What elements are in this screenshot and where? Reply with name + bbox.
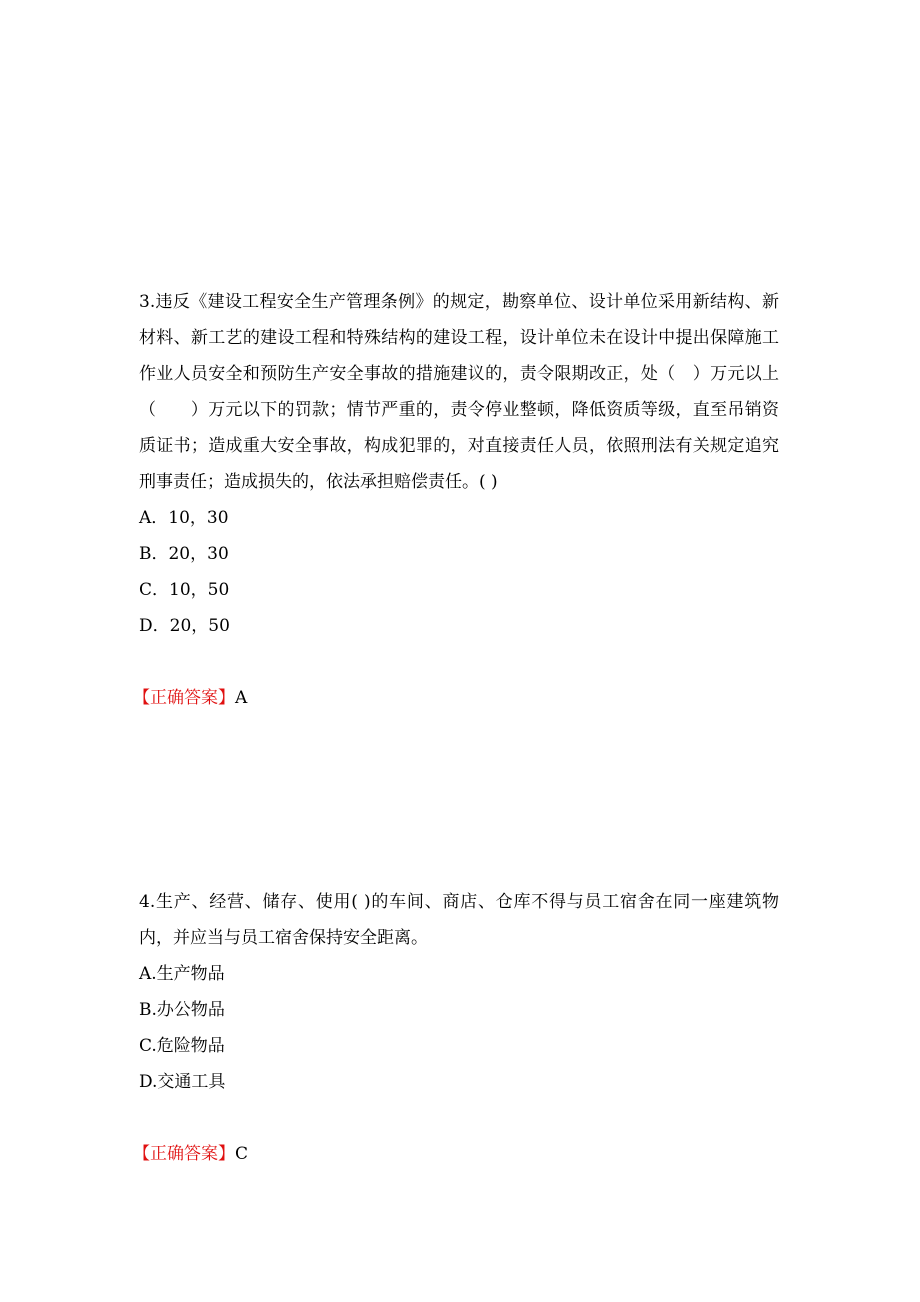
question-3 <box>139 284 779 644</box>
question-4-option-c: C.危险物品 <box>139 1036 225 1056</box>
question-3-option-d: D．20，50 <box>139 616 230 636</box>
question-4-answer <box>133 1142 248 1166</box>
question-3-answer-value: A <box>235 688 248 708</box>
question-4-stem: 4.生产、经营、储存、使用( )的车间、商店、仓库不得与员工宿舍在同一座建筑物内，并应当与员工宿舍保持安全距离。 <box>139 892 779 948</box>
question-3-answer <box>133 686 247 710</box>
question-4-option-b: B.办公物品 <box>139 1000 225 1020</box>
question-3-answer-label: 【正确答案】 <box>133 688 235 708</box>
question-4-option-a: A.生产物品 <box>139 964 225 984</box>
question-3-option-c: C．10，50 <box>139 580 230 600</box>
question-4-answer-value: C <box>235 1144 249 1164</box>
question-4-answer-label: 【正确答案】 <box>133 1144 235 1164</box>
question-3-option-a: A．10，30 <box>139 508 229 528</box>
question-3-stem: 3.违反《建设工程安全生产管理条例》的规定，勘察单位、设计单位采用新结构、新材料、新工艺的建设工程和特殊结构的建设工程，设计单位未在设计中提出保障施工作业人员安全和预防生产安全事故的措施建议的，责令限期改正，处（ ）万元以上（ ）万元以下的罚款；情节严重的，责令停业整顿，降低资质等级，直至吊销资质证书；造成重大安全事故，构成犯罪的，对直接责任人员，依照刑法有关规定追究刑事责任；造成损失的，依法承担赔偿责任。( ) <box>139 292 779 492</box>
question-4-option-d: D.交通工具 <box>139 1072 226 1092</box>
question-4 <box>139 884 779 1100</box>
question-3-option-b: B．20，30 <box>139 544 229 564</box>
